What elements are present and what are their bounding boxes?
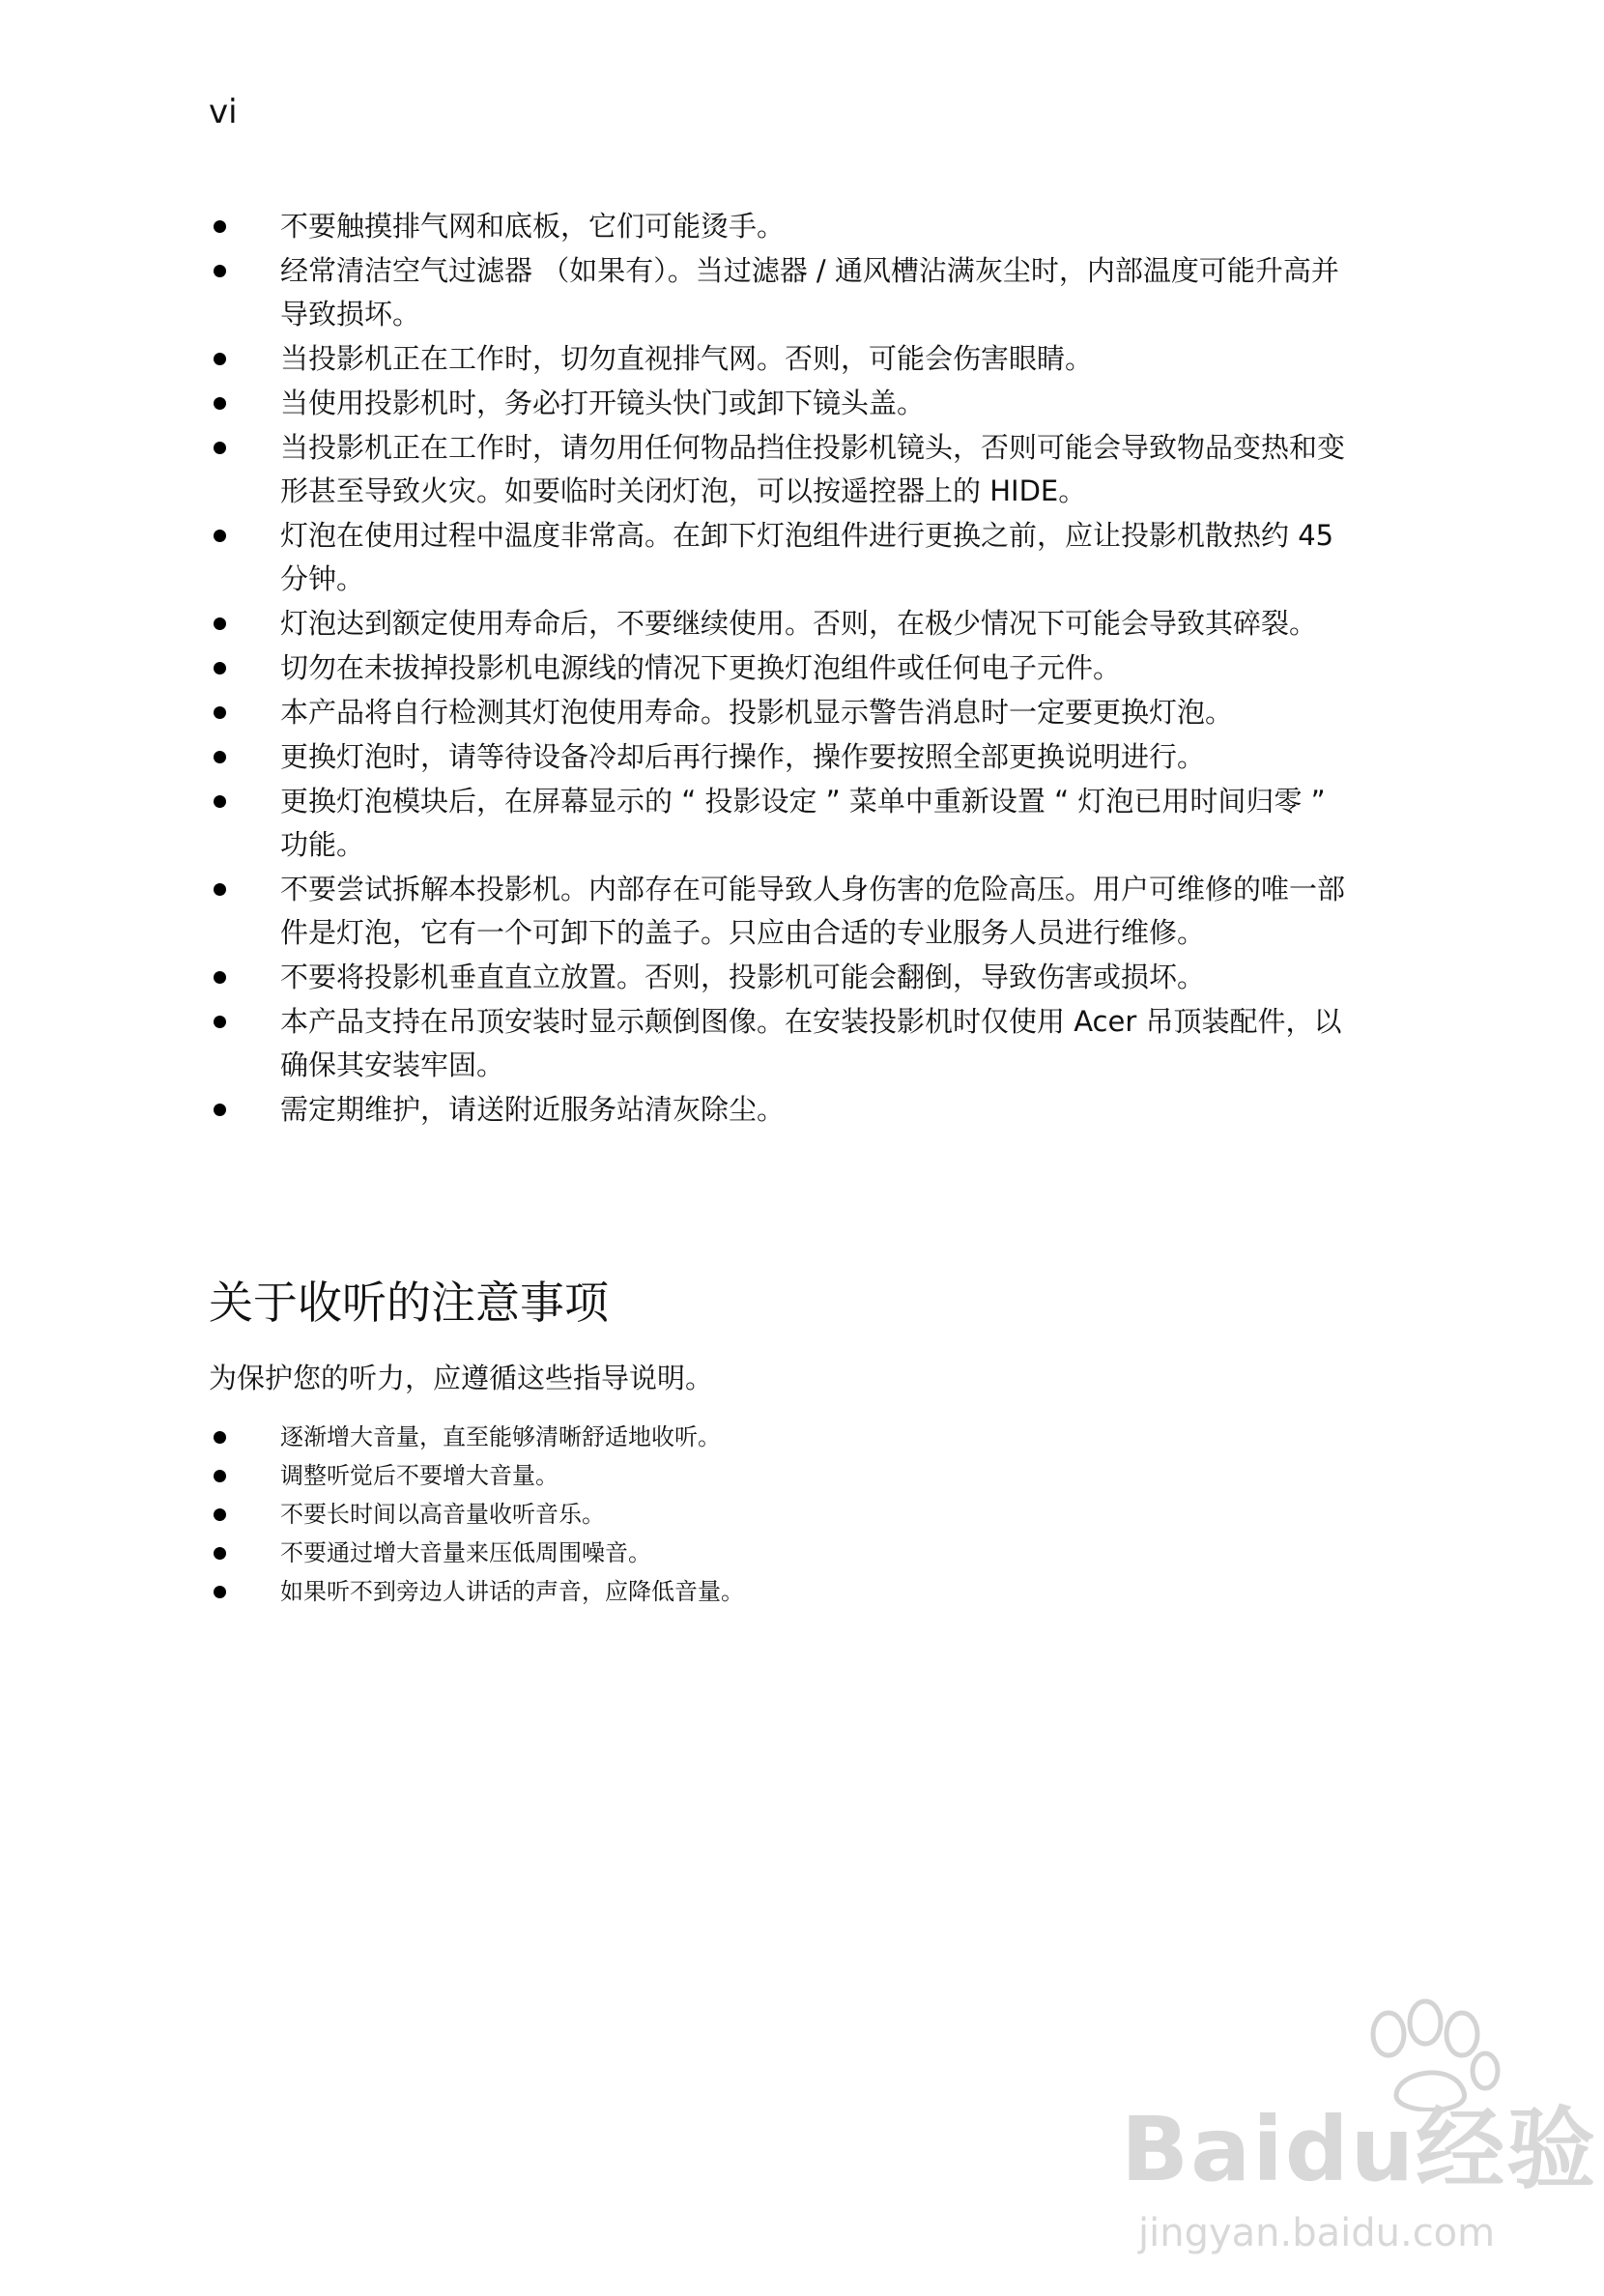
bullet-icon xyxy=(214,1016,226,1028)
list-item xyxy=(209,735,1359,779)
list-item xyxy=(209,780,1359,867)
list-item-text: 不要长时间以高音量收听音乐。 xyxy=(280,1501,605,1528)
list-item xyxy=(209,1088,1359,1132)
section-heading: 关于收听的注意事项 xyxy=(209,1277,609,1329)
list-item xyxy=(209,1573,1359,1611)
list-item-text: 灯泡达到额定使用寿命后，不要继续使用。否则，在极少情况下可能会导致其碎裂。 xyxy=(280,607,1318,640)
list-item xyxy=(209,1535,1359,1572)
page-number: vi xyxy=(209,93,238,131)
list-item-text: 不要触摸排气网和底板，它们可能烫手。 xyxy=(280,210,786,243)
section-intro: 为保护您的听力，应遵循这些指导说明。 xyxy=(209,1362,714,1394)
list-item-text: 更换灯泡模块后，在屏幕显示的 “ 投影设定 ” 菜单中重新设置 “ 灯泡已用时间归零 ” 功能。 xyxy=(280,785,1326,861)
bullet-icon xyxy=(214,1547,226,1560)
list-item-text: 本产品支持在吊顶安装时显示颠倒图像。在安装投影机时仅使用 Acer 吊顶装配件，以确保其安装牢固。 xyxy=(280,1005,1342,1081)
list-item-text: 不要尝试拆解本投影机。内部存在可能导致人身伤害的危险高压。用户可维修的唯一部件是灯泡，它有一个可卸下的盖子。只应由合适的专业服务人员进行维修。 xyxy=(280,873,1346,949)
bullet-icon xyxy=(214,1104,226,1116)
list-item-text: 调整听觉后不要增大音量。 xyxy=(280,1462,559,1489)
watermark-logo: Baidu经验 xyxy=(1121,2098,1598,2201)
list-item xyxy=(209,514,1359,601)
bullet-icon xyxy=(214,706,226,719)
bullet-icon xyxy=(214,530,226,542)
list-item-text: 更换灯泡时，请等待设备冷却后再行操作，操作要按照全部更换说明进行。 xyxy=(280,740,1206,773)
bullet-icon xyxy=(214,265,226,277)
bullet-icon xyxy=(214,1431,226,1444)
list-item-text: 经常清洁空气过滤器 （如果有）。当过滤器 / 通风槽沾满灰尘时，内部温度可能升高并导致损坏。 xyxy=(280,254,1339,330)
list-item-text: 本产品将自行检测其灯泡使用寿命。投影机显示警告消息时一定要更换灯泡。 xyxy=(280,696,1234,729)
list-item-text: 逐渐增大音量，直至能够清晰舒适地收听。 xyxy=(280,1423,721,1450)
bullet-icon xyxy=(214,220,226,233)
list-item-text: 不要将投影机垂直直立放置。否则，投影机可能会翻倒，导致伤害或损坏。 xyxy=(280,961,1206,993)
bullet-icon xyxy=(214,662,226,674)
list-item-text: 不要通过增大音量来压低周围噪音。 xyxy=(280,1539,651,1566)
list-item-text: 如果听不到旁边人讲话的声音，应降低音量。 xyxy=(280,1578,744,1605)
list-item-text: 当投影机正在工作时，请勿用任何物品挡住投影机镜头，否则可能会导致物品变热和变形甚至导致火灾。如要临时关闭灯泡，可以按遥控器上的 HIDE。 xyxy=(280,431,1346,507)
bullet-icon xyxy=(214,1586,226,1598)
paw-icon xyxy=(1329,1995,1522,2111)
bullet-icon xyxy=(214,751,226,763)
safety-precautions-list xyxy=(209,205,1359,1133)
list-item-text: 需定期维护，请送附近服务站清灰除尘。 xyxy=(280,1093,786,1126)
list-item xyxy=(209,602,1359,646)
list-item xyxy=(209,691,1359,734)
list-item xyxy=(209,1419,1359,1456)
bullet-icon xyxy=(214,442,226,454)
list-item xyxy=(209,646,1359,690)
list-item xyxy=(209,956,1359,999)
list-item xyxy=(209,426,1359,513)
list-item-text: 灯泡在使用过程中温度非常高。在卸下灯泡组件进行更换之前，应让投影机散热约 45 分钟。 xyxy=(280,519,1334,595)
list-item-text: 当使用投影机时，务必打开镜头快门或卸下镜头盖。 xyxy=(280,387,926,419)
list-item xyxy=(209,868,1359,955)
hearing-precautions-list xyxy=(209,1419,1359,1612)
bullet-icon xyxy=(214,1470,226,1482)
list-item xyxy=(209,205,1359,248)
bullet-icon xyxy=(214,353,226,365)
list-item xyxy=(209,337,1359,381)
list-item xyxy=(209,1457,1359,1495)
list-item xyxy=(209,249,1359,336)
baidu-watermark xyxy=(1121,1995,1598,2285)
bullet-icon xyxy=(214,397,226,410)
watermark-url: jingyan.baidu.com xyxy=(1138,2211,1496,2255)
list-item xyxy=(209,1000,1359,1087)
bullet-icon xyxy=(214,1508,226,1521)
list-item-text: 当投影机正在工作时，切勿直视排气网。否则，可能会伤害眼睛。 xyxy=(280,342,1094,375)
bullet-icon xyxy=(214,617,226,630)
list-item xyxy=(209,382,1359,425)
bullet-icon xyxy=(214,971,226,984)
list-item-text: 切勿在未拔掉投影机电源线的情况下更换灯泡组件或任何电子元件。 xyxy=(280,651,1122,684)
bullet-icon xyxy=(214,883,226,896)
list-item xyxy=(209,1496,1359,1534)
bullet-icon xyxy=(214,795,226,808)
